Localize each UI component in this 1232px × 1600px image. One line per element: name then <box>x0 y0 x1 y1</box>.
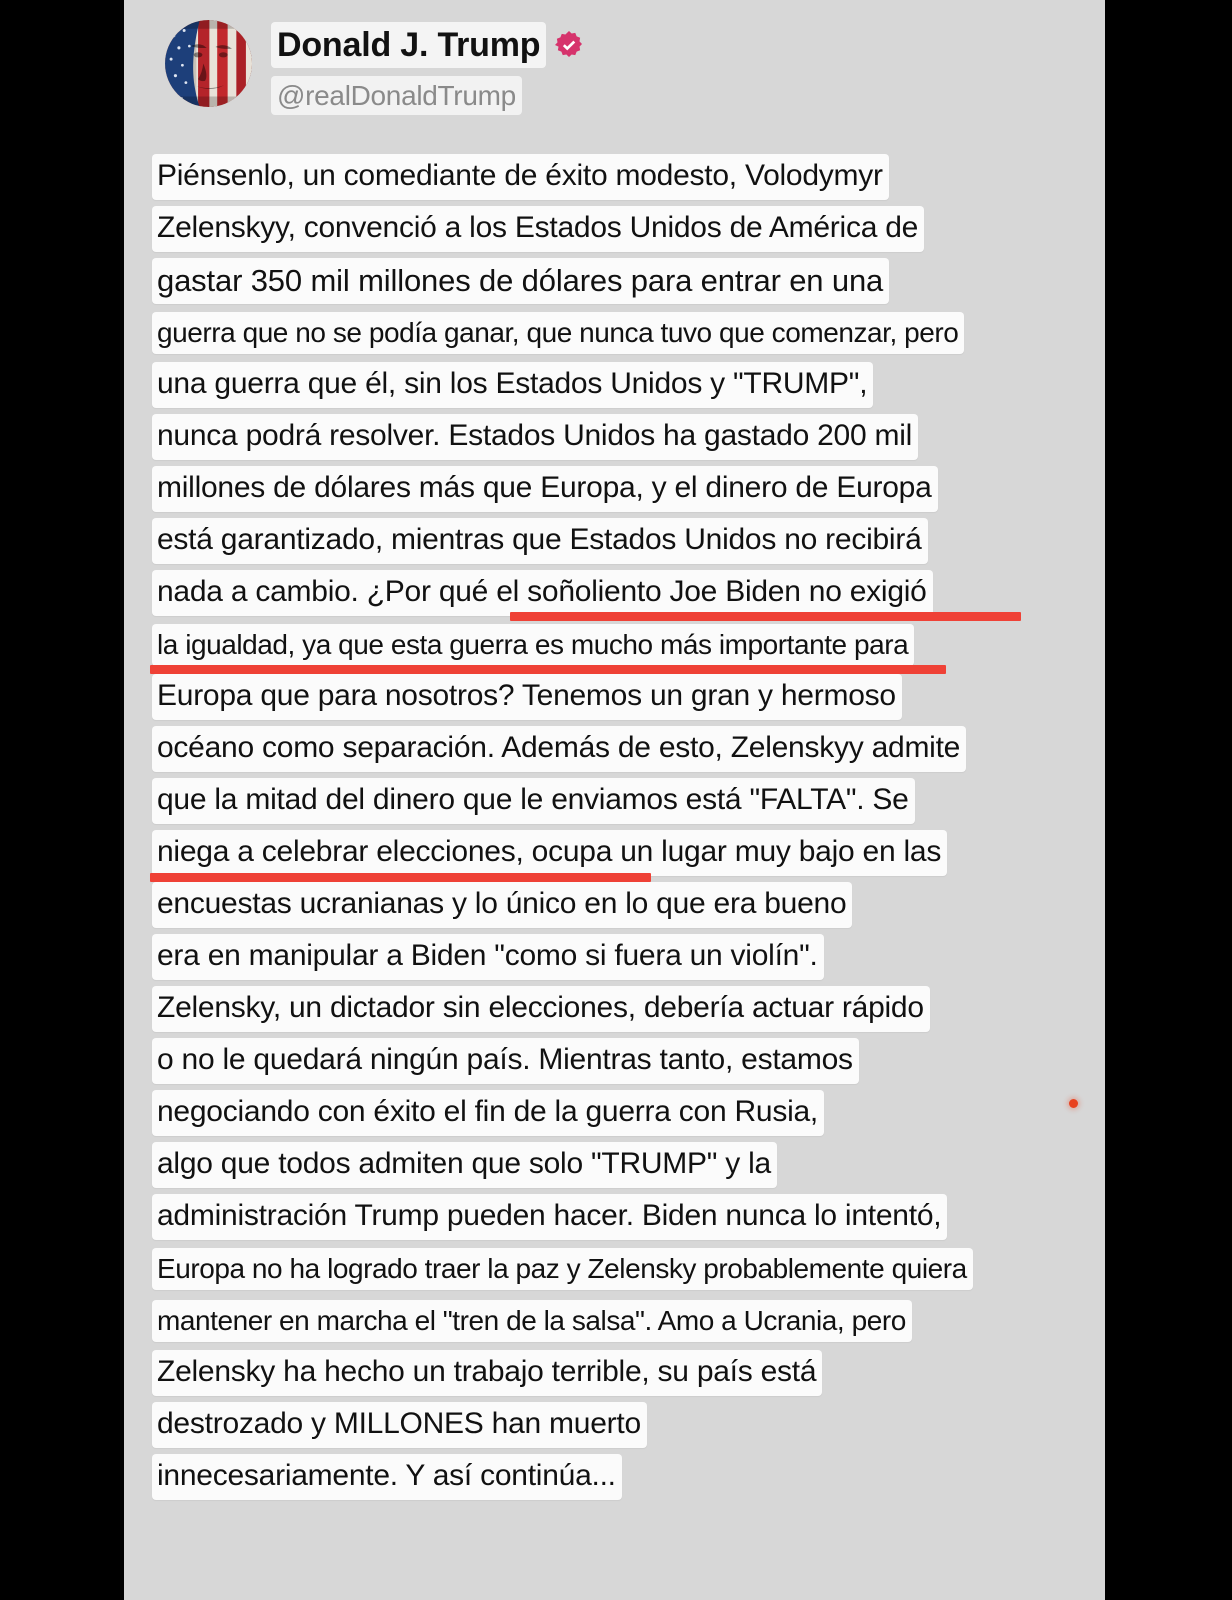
post-text-line-content: mantener en marcha el "tren de la salsa". Amo a Ucrania, pero <box>152 1300 912 1343</box>
post-text-line-content: negociando con éxito el fin de la guerra con Rusia, <box>152 1090 824 1135</box>
post-text-line <box>124 1243 1105 1295</box>
post-text-line <box>124 1139 1105 1191</box>
post-text-line-content: está garantizado, mientras que Estados Unidos no recibirá <box>152 518 928 563</box>
post-text-line <box>124 1451 1105 1503</box>
post-text-line-content: Zelensky ha hecho un trabajo terrible, su país está <box>152 1350 822 1395</box>
post-text-line-content: gastar 350 mil millones de dólares para entrar en una <box>152 258 889 305</box>
post-text-line-content: que la mitad del dinero que le enviamos está "FALTA". Se <box>152 778 915 823</box>
post-text-line <box>124 671 1105 723</box>
post-text-line <box>124 1347 1105 1399</box>
post-text-line <box>124 983 1105 1035</box>
post-text-line-content: océano como separación. Además de esto, Zelenskyy admite <box>152 726 966 771</box>
post-text-line <box>124 723 1105 775</box>
post-text-line-content: algo que todos admiten que solo "TRUMP" y la <box>152 1142 777 1187</box>
post-text-line <box>124 827 1105 879</box>
post-text-line-content: administración Trump pueden hacer. Biden nunca lo intentó, <box>152 1194 947 1239</box>
post-text-line-content: Zelenskyy, convenció a los Estados Unidos de América de <box>152 206 924 251</box>
underline-zelensky-un-dictador-sin-elecciones <box>150 873 651 882</box>
post-text-line-content: nunca podrá resolver. Estados Unidos ha gastado 200 mil <box>152 414 918 459</box>
post-text-line <box>124 463 1105 515</box>
post-body <box>124 151 1105 1503</box>
post-text-line <box>124 255 1105 307</box>
post-header <box>124 0 1105 132</box>
post-text-line <box>124 203 1105 255</box>
post-text-line <box>124 879 1105 931</box>
post-text-line-content: Zelensky, un dictador sin elecciones, debería actuar rápido <box>152 986 930 1031</box>
avatar[interactable] <box>165 20 252 107</box>
post-text-line <box>124 775 1105 827</box>
post-text-line-content: Europa que para nosotros? Tenemos un gran y hermoso <box>152 674 902 719</box>
post-text-line <box>124 411 1105 463</box>
verified-badge-icon <box>554 30 584 60</box>
post-text-line-content: encuestas ucranianas y lo único en lo que era bueno <box>152 882 852 927</box>
post-text-line-content: nada a cambio. ¿Por qué el soñoliento Joe Biden no exigió <box>152 570 933 615</box>
post-text-line-content: era en manipular a Biden "como si fuera un violín". <box>152 934 824 979</box>
post-text-line <box>124 1087 1105 1139</box>
underline-ademas-de-esto-zelenskyy-admite <box>510 612 1021 621</box>
post-text-line-content: niega a celebrar elecciones, ocupa un lugar muy bajo en las <box>152 830 947 875</box>
post-text-line-content: Europa no ha logrado traer la paz y Zelensky probablemente quiera <box>152 1248 973 1291</box>
post-text-line <box>124 1399 1105 1451</box>
author-name-row <box>271 22 584 68</box>
post-text-line-content: innecesariamente. Y así continúa... <box>152 1454 622 1499</box>
underline-que-la-mitad-del-dinero-falta <box>150 665 946 674</box>
social-post-panel <box>124 0 1105 1600</box>
post-text-line <box>124 307 1105 359</box>
post-text-line-content: o no le quedará ningún país. Mientras tanto, estamos <box>152 1038 859 1083</box>
american-flag-face-avatar-icon <box>165 20 252 107</box>
post-text-line-content: guerra que no se podía ganar, que nunca tuvo que comenzar, pero <box>152 312 964 355</box>
red-annotation-dot <box>1069 1099 1078 1108</box>
post-text-line <box>124 1295 1105 1347</box>
post-text-line <box>124 1191 1105 1243</box>
post-text-line <box>124 359 1105 411</box>
post-text-line-content: una guerra que él, sin los Estados Unidos y "TRUMP", <box>152 362 873 407</box>
post-text-line <box>124 151 1105 203</box>
post-text-line-content: la igualdad, ya que esta guerra es mucho más importante para <box>152 624 914 667</box>
post-text-line-content: millones de dólares más que Europa, y el dinero de Europa <box>152 466 938 511</box>
post-text-line <box>124 931 1105 983</box>
post-text-line <box>124 619 1105 671</box>
author-handle[interactable]: @realDonaldTrump <box>271 76 522 115</box>
post-text-line-content: destrozado y MILLONES han muerto <box>152 1402 647 1447</box>
post-text-line-content: Piénsenlo, un comediante de éxito modesto, Volodymyr <box>152 154 889 199</box>
post-text-line <box>124 1035 1105 1087</box>
display-name: Donald J. Trump <box>271 22 546 68</box>
post-text-line <box>124 515 1105 567</box>
